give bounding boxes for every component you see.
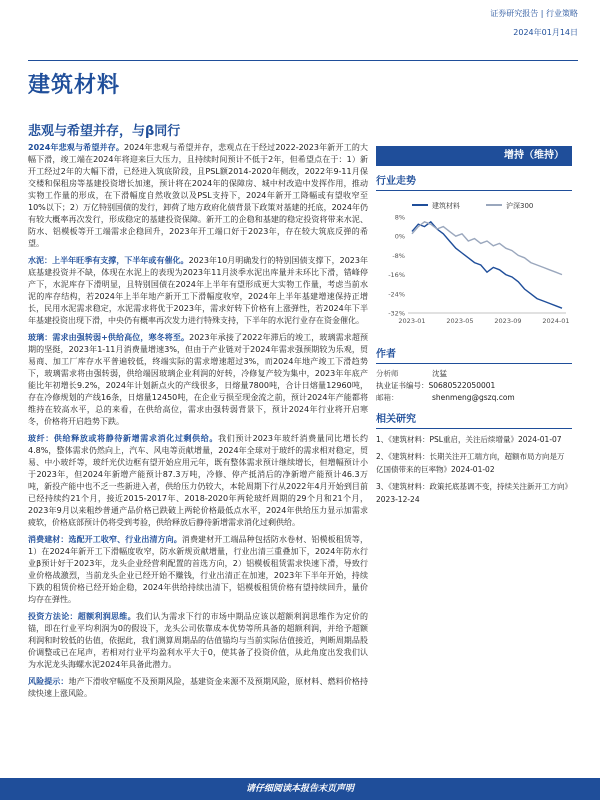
paragraph: [28, 332, 368, 428]
paragraph-lead: 水泥：上半年旺季有支撑，下半年或有催化。: [28, 256, 189, 265]
paragraph-lead: 玻璃：需求由强转弱+供给高位，寒冬将至。: [28, 333, 190, 342]
trend-chart: [376, 195, 572, 335]
email-label: 邮箱：: [376, 393, 399, 402]
paragraph-text: 我们认为需求下行的市场中期品应该以超额利润思维作为定价的锚，即在行业平均利润为0的假设下，龙头公司依靠成本优势等所具备的超额利润，并给予超额利润和时较低的估值，依据此，我们测算周期品的估值锚均与当前实际估值接近，判断周期品股价调整或已在尾声，若相对行业平均盈利水平大于0，使其备了投资价值，从此角度出发我们认为水泥龙头海螺水泥2024年具备此潜力。: [28, 612, 369, 669]
paragraph-text: 2023年承接了2022年滞后的竣工，玻璃需求超预期的坚挺，2023年1-11月消费量增速3%，但由于产业链对于2024年需求强预期较为乐观，贸易商、加工厂库存水平普遍较低，终端实际的需求增速超过3%，而2024年地产竣工下滑趋势下，玻璃需求将由强转弱，供给端因玻璃企业利润的好转，冷修复产较为集中，2023年年底产能比年初增长9.2%，2024年计划新点火的产线很多，日熔量7800吨，合计日熔量12960吨，存在冷修规划的产线16条，日熔量12450吨，在企业亏损至现金流之前，预计2024年产能都将维持在较高水平，总的来看，在供给高位，需求由强转弱背景下，预计2024年行业将开启寒冬，价格将开启趋势下跌。: [28, 333, 369, 426]
paragraph-lead: 投资方法论：超额利润思维。: [28, 612, 136, 621]
analyst-email[interactable]: shenmeng@gszq.com: [432, 393, 515, 402]
report-header: [490, 8, 578, 38]
trend-title: 行业走势: [376, 166, 572, 191]
paragraph-text: 我们预计2023年玻纤消费量同比增长约4.8%，整体需求仍然向上，汽车、风电等贡献增量，2024年全球对于玻纤的需求相对稳定，贸易、中小玻纤等，玻纤光伏边框有望开始应用元年，既有整体需求预计继续增长，但增幅预计小于2023年，但2024年新增产能预计87.3万吨，冷修、停产抵消后的净新增产能预计46.3万吨，新投产能中也不乏一些新进入者，供给压力仍较大，本轮周期下行从2022年4月开始到目前已经持续约21个月，接近2015-2017年、2018-2020年两轮玻纤周期的29个月和21个月，2023年9月以来粗纱普通产品价格已跌破上两轮价格最低点水平，2024年供给压力显示加需求疲软，价格底部预计仍将受到考验，供给释放后静待新增需求消化过剩供给。: [28, 434, 369, 527]
report-date: 2024年01月14日: [513, 28, 578, 37]
page-footer: [0, 778, 600, 800]
paragraph-lead: 消费建材：选配开工收窄、行业出清方向。: [28, 535, 182, 544]
legend-index: 沪深300: [506, 202, 534, 210]
paragraph-text: 地产下滑收窄幅度不及预期风险，基建资金来源不及预期风险，原材料、燃料价格持续快速上涨风险。: [28, 677, 369, 698]
y-tick-label: -8%: [392, 251, 405, 260]
sidebar: [376, 146, 572, 510]
related-item[interactable]: 1、《建筑材料：PSL重启，关注后续增量》2024-01-07: [376, 435, 562, 444]
paragraph: [28, 534, 368, 606]
chart-legend: [412, 201, 533, 210]
sector-title: 建筑材料: [28, 73, 121, 98]
analyst-info: [376, 368, 572, 404]
y-tick-label: -32%: [388, 309, 405, 318]
header-divider: [28, 60, 578, 61]
paragraph-lead: 玻纤：供给释放或将静待新增需求消化过剩供给。: [28, 434, 219, 443]
legend-industry: 建筑材料: [432, 202, 460, 210]
report-body: [28, 142, 368, 705]
paragraph-text: 消费建材开工端品种包括防水卷材、铝模板租赁等，1）在2024年新开工下滑幅度收窄，防水新规贡献增量，行业出清三重叠加下，2024年防水行业β预计好于2023年，龙头企业经营利配置的首选方向，2）铝模板租赁需求快速下滑，导致行业价格战激烈，当前龙头企业已经开始不赚钱，行业出清正在加速，2023年下半年开始，持续下跌的租赁价格已经开始企稳，2024年供给持续出清下，铝模板租赁价格有望持续回升，量价均存在弹性。: [28, 535, 369, 604]
x-tick-label: 2023-05: [446, 317, 474, 325]
related-title: 相关研究: [376, 404, 572, 429]
x-tick-label: 2023-09: [494, 317, 522, 325]
report-category: 证券研究报告 | 行业策略: [490, 9, 578, 18]
y-tick-label: 0%: [394, 232, 405, 241]
paragraph: [28, 676, 368, 700]
y-tick-label: -16%: [388, 271, 405, 280]
y-tick-label: -24%: [388, 290, 405, 299]
y-tick-label: 8%: [394, 213, 405, 222]
paragraph: [28, 142, 368, 250]
related-list: [376, 433, 572, 506]
series-line-index: [412, 222, 562, 275]
paragraph-lead: 风险提示：: [28, 677, 69, 686]
footer-notice: 请仔细阅读本报告末页声明: [245, 784, 354, 794]
cert-label: 执业证书编号：: [376, 381, 429, 390]
rating-badge: 增持（维持）: [376, 146, 572, 166]
author-title: 作者: [376, 339, 572, 364]
cert-number: S0680522050001: [428, 381, 496, 390]
x-tick-label: 2024-01: [542, 317, 570, 325]
analyst-role: 分析师: [376, 369, 399, 378]
x-tick-label: 2023-01: [398, 317, 426, 325]
paragraph-text: 2024年悲观与希望并存，悲观点在于经过2022-2023年新开工的大幅下滑，竣工端在2024年将迎来巨大压力，且持续时间预计不低于2年，但希望点在于：1）新开工经过2年的大幅下滑，已经进入筑底阶段，且PSL额2014-2020年侧改，2022年9-11月保交楼和保租房等基建投资增长加速，预计将在2024年的保障房、城中村改造中发挥作用，推动实物工作量的形成，在下滑幅度自然收敛以及PSL支持下，2024年新开工降幅或有望收窄至10%以下；2）万亿特别国债的发行，卸荷了地方政府化债背景下政策对基建的托底，2024年仍有较大概率再次发行，形成稳定的基建投资保障。新开工的企稳和基建的稳定投资将带来水泥、防水、铝模板等开工端需求企稳回升，2023年开工端口好于2023年，存在较大筑底反弹的希望。: [28, 143, 368, 248]
series-line-industry: [412, 222, 562, 308]
related-item[interactable]: 3、《建筑材料：政策托底基调不变，持续关注新开工方向》2023-12-24: [376, 482, 569, 504]
paragraph-lead: 2024年悲观与希望并存。: [28, 143, 125, 152]
analyst-name: 沈猛: [432, 369, 447, 378]
paragraph-text: 2023年10月明确发行的特别国债支撑下，2023年底基建投资并不缺，体现在水泥上的表现为2023年11月淡季水泥出库量并未环比下滑，错峰停产下，水泥库存下滑明显，且特别国债在2024年上半年有望形成更大实物工作量，考虑当前水泥的库存结构，若2024年上半年地产新开工下滑幅度收窄，2024年上半年基建增速保持正增长，民用水泥需求稳定，水泥需求将优于2023年，需求好转下价格有上涨弹性，若2024年下半年基建投资出现下滑，中央仍有概率再次发力进行特殊支持，下半年的水泥行业存在资金催化。: [28, 256, 368, 325]
paragraph: [28, 433, 368, 529]
paragraph: [28, 611, 368, 671]
report-title: 悲观与希望并存，与β同行: [28, 124, 181, 139]
paragraph: [28, 255, 368, 327]
related-item[interactable]: 2、《建筑材料：长期关注开工端方向，超额布局方向是万亿国债带来的巨率物》2024-01-02: [376, 452, 565, 474]
